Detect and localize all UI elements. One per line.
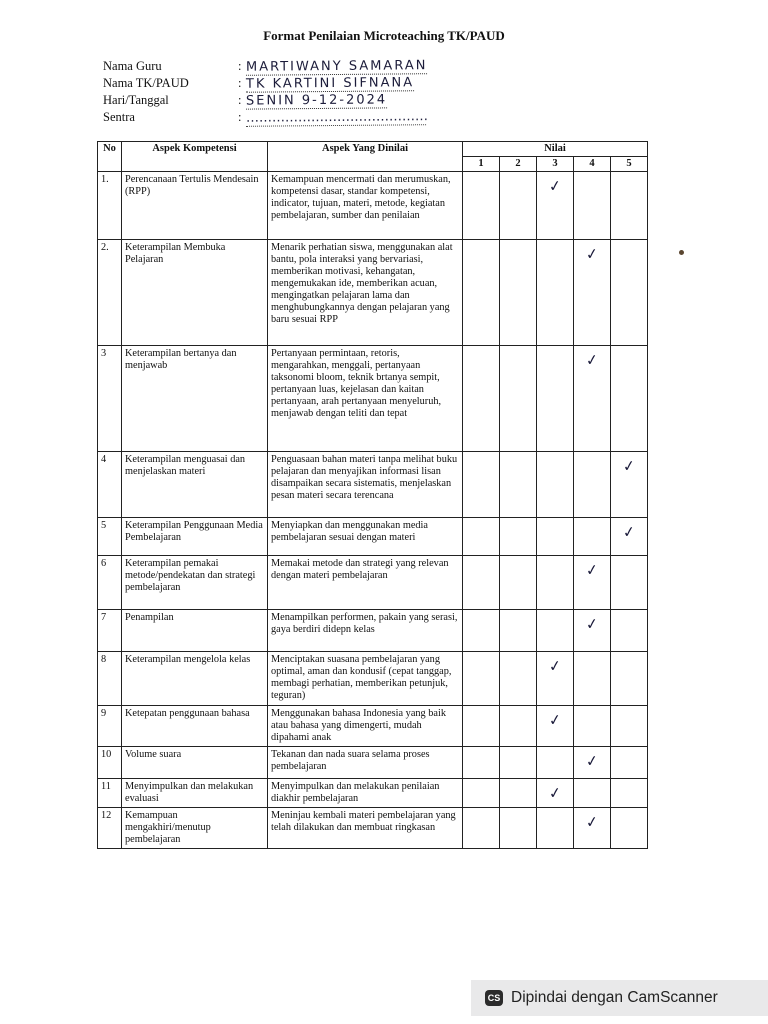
score-cell (463, 747, 500, 779)
score-cell (463, 779, 500, 808)
row-number: 12 (98, 808, 122, 849)
table-row (98, 240, 648, 346)
info-label: Nama Guru (103, 59, 162, 73)
score-cell (574, 808, 611, 849)
info-value: …………………………………… (245, 109, 429, 126)
info-row (103, 58, 427, 75)
score-cell (574, 240, 611, 346)
score-cell (500, 808, 537, 849)
page-title: Format Penilaian Microteaching TK/PAUD (263, 28, 505, 43)
score-cell (500, 172, 537, 240)
info-colon: : (238, 76, 242, 90)
check-mark-icon: ✓ (547, 656, 563, 676)
row-dinilai: Penguasaan bahan materi tanpa melihat buku pelajaran dan menyajikan informasi lisan disampaikan secara sistematis, menjelaskan pesan materi secara terencana (268, 452, 463, 518)
score-cell (537, 518, 574, 556)
info-value: MARTIWANY SAMARAN (245, 58, 428, 75)
score-cell (537, 808, 574, 849)
check-mark-icon: ✓ (584, 244, 600, 264)
score-cell (463, 172, 500, 240)
score-cell (463, 808, 500, 849)
check-mark-icon: ✓ (584, 614, 600, 634)
row-kompetensi: Keterampilan Penggunaan Media Pembelajaran (122, 518, 268, 556)
row-kompetensi: Keterampilan menguasai dan menjelaskan materi (122, 452, 268, 518)
info-colon: : (238, 59, 242, 73)
score-cell (537, 779, 574, 808)
score-cell (574, 556, 611, 610)
row-number: 6 (98, 556, 122, 610)
score-cell (500, 610, 537, 652)
row-dinilai: Menyimpulkan dan melakukan penilaian diakhir pembelajaran (268, 779, 463, 808)
row-dinilai: Kemampuan mencermati dan merumuskan, kompetensi dasar, standar kompetensi, indicator, tujuan, materi, metode, kegiatan pembelajaran, sumber dan penilaian (268, 172, 463, 240)
score-cell (574, 610, 611, 652)
info-label: Hari/Tanggal (103, 93, 169, 107)
score-cell (463, 652, 500, 706)
camscanner-logo-icon: CS (485, 990, 503, 1006)
assessment-table (97, 141, 648, 849)
info-row (103, 75, 427, 92)
row-dinilai: Memakai metode dan strategi yang relevan dengan materi pembelajaran (268, 556, 463, 610)
ink-dot (679, 250, 684, 255)
row-dinilai: Menggunakan bahasa Indonesia yang baik atau bahasa yang dimengerti, mudah dipahami anak (268, 706, 463, 747)
score-cell (574, 706, 611, 747)
score-cell (463, 610, 500, 652)
score-cell (463, 240, 500, 346)
row-kompetensi: Perencanaan Tertulis Mendesain (RPP) (122, 172, 268, 240)
row-dinilai: Menyiapkan dan menggunakan media pembelajaran sesuai dengan materi (268, 518, 463, 556)
score-cell (574, 172, 611, 240)
score-cell (611, 706, 648, 747)
header-no: No (98, 142, 122, 172)
row-dinilai: Menampilkan performen, pakain yang serasi, gaya berdiri didepn kelas (268, 610, 463, 652)
check-mark-icon: ✓ (621, 522, 637, 542)
score-cell (574, 346, 611, 452)
score-cell (500, 747, 537, 779)
row-kompetensi: Keterampilan pemakai metode/pendekatan dan strategi pembelajaran (122, 556, 268, 610)
row-number: 3 (98, 346, 122, 452)
score-cell (537, 556, 574, 610)
scanner-watermark (471, 980, 768, 1016)
score-cell (574, 779, 611, 808)
score-cell (500, 779, 537, 808)
score-cell (611, 452, 648, 518)
score-header-2: 2 (500, 157, 537, 172)
score-header-5: 5 (611, 157, 648, 172)
score-cell (537, 706, 574, 747)
score-cell (537, 452, 574, 518)
info-value: TK KARTINI SIFNANA (245, 75, 415, 92)
scanner-text: Dipindai dengan CamScanner (511, 989, 718, 1006)
row-kompetensi: Volume suara (122, 747, 268, 779)
score-cell (574, 747, 611, 779)
score-header-4: 4 (574, 157, 611, 172)
row-number: 7 (98, 610, 122, 652)
score-cell (611, 747, 648, 779)
score-cell (611, 518, 648, 556)
score-cell (611, 556, 648, 610)
row-dinilai: Pertanyaan permintaan, retoris, mengarahkan, menggali, pertanyaan taksonomi bloom, teknik brtanya sempit, pertanyaan luas, kejelasan dan kaitan pertanyaan, arah pertanyaan menyeluruh, menjawab dengan teliti dan tepat (268, 346, 463, 452)
table-row (98, 518, 648, 556)
row-number: 5 (98, 518, 122, 556)
score-cell (574, 652, 611, 706)
table-row (98, 346, 648, 452)
score-cell (500, 652, 537, 706)
score-cell (537, 610, 574, 652)
check-mark-icon: ✓ (584, 751, 600, 771)
row-kompetensi: Ketepatan penggunaan bahasa (122, 706, 268, 747)
row-dinilai: Tekanan dan nada suara selama proses pembelajaran (268, 747, 463, 779)
row-number: 11 (98, 779, 122, 808)
check-mark-icon: ✓ (584, 560, 600, 580)
score-cell (463, 706, 500, 747)
table-row (98, 808, 648, 849)
info-value: SENIN 9-12-2024 (245, 92, 388, 109)
info-label: Nama TK/PAUD (103, 76, 189, 90)
score-cell (463, 556, 500, 610)
table-row (98, 747, 648, 779)
check-mark-icon: ✓ (584, 812, 600, 832)
score-cell (537, 240, 574, 346)
table-row (98, 652, 648, 706)
check-mark-icon: ✓ (621, 456, 637, 476)
score-cell (463, 346, 500, 452)
score-cell (500, 518, 537, 556)
score-cell (537, 652, 574, 706)
score-cell (611, 779, 648, 808)
score-cell (574, 518, 611, 556)
header-dinilai: Aspek Yang Dinilai (268, 142, 463, 172)
check-mark-icon: ✓ (547, 783, 563, 803)
info-row (103, 92, 427, 109)
table-row (98, 610, 648, 652)
table-row (98, 452, 648, 518)
score-cell (500, 240, 537, 346)
info-label: Sentra (103, 110, 135, 124)
score-cell (611, 652, 648, 706)
score-cell (537, 346, 574, 452)
header-nilai: Nilai (463, 142, 648, 157)
score-cell (611, 808, 648, 849)
table-row (98, 779, 648, 808)
score-cell (611, 240, 648, 346)
score-header-1: 1 (463, 157, 500, 172)
row-number: 1. (98, 172, 122, 240)
score-cell (500, 346, 537, 452)
score-cell (500, 706, 537, 747)
info-colon: : (238, 93, 242, 107)
score-cell (574, 452, 611, 518)
row-kompetensi: Penampilan (122, 610, 268, 652)
score-cell (537, 172, 574, 240)
info-block (103, 58, 427, 126)
table-row (98, 706, 648, 747)
score-cell (537, 747, 574, 779)
row-kompetensi: Keterampilan bertanya dan menjawab (122, 346, 268, 452)
score-cell (500, 452, 537, 518)
row-kompetensi: Keterampilan Membuka Pelajaran (122, 240, 268, 346)
score-cell (611, 172, 648, 240)
table-row (98, 556, 648, 610)
info-colon: : (238, 110, 242, 124)
score-cell (611, 346, 648, 452)
score-cell (500, 556, 537, 610)
row-kompetensi: Kemampuan mengakhiri/menutup pembelajaran (122, 808, 268, 849)
header-kompetensi: Aspek Kompetensi (122, 142, 268, 172)
score-cell (463, 452, 500, 518)
row-dinilai: Menciptakan suasana pembelajaran yang optimal, aman dan kondusif (cepat tanggap, membagi perhatian, memberikan petunjuk, teguran) (268, 652, 463, 706)
row-number: 4 (98, 452, 122, 518)
row-dinilai: Menarik perhatian siswa, menggunakan alat bantu, pola interaksi yang bervariasi, memberikan motivasi, kehangatan, mengemukakan ide, memberikan acuan, mengingatkan pelajaran lama dan menghubungkannya dengan pelajaran yang baru sesuai RPP (268, 240, 463, 346)
score-cell (611, 610, 648, 652)
row-number: 9 (98, 706, 122, 747)
row-kompetensi: Keterampilan mengelola kelas (122, 652, 268, 706)
row-number: 2. (98, 240, 122, 346)
row-kompetensi: Menyimpulkan dan melakukan evaluasi (122, 779, 268, 808)
check-mark-icon: ✓ (547, 176, 563, 196)
check-mark-icon: ✓ (584, 350, 600, 370)
table-row (98, 172, 648, 240)
row-number: 10 (98, 747, 122, 779)
row-number: 8 (98, 652, 122, 706)
check-mark-icon: ✓ (547, 710, 563, 730)
info-row (103, 109, 427, 126)
row-dinilai: Meninjau kembali materi pembelajaran yang telah dilakukan dan membuat ringkasan (268, 808, 463, 849)
score-cell (463, 518, 500, 556)
score-header-3: 3 (537, 157, 574, 172)
